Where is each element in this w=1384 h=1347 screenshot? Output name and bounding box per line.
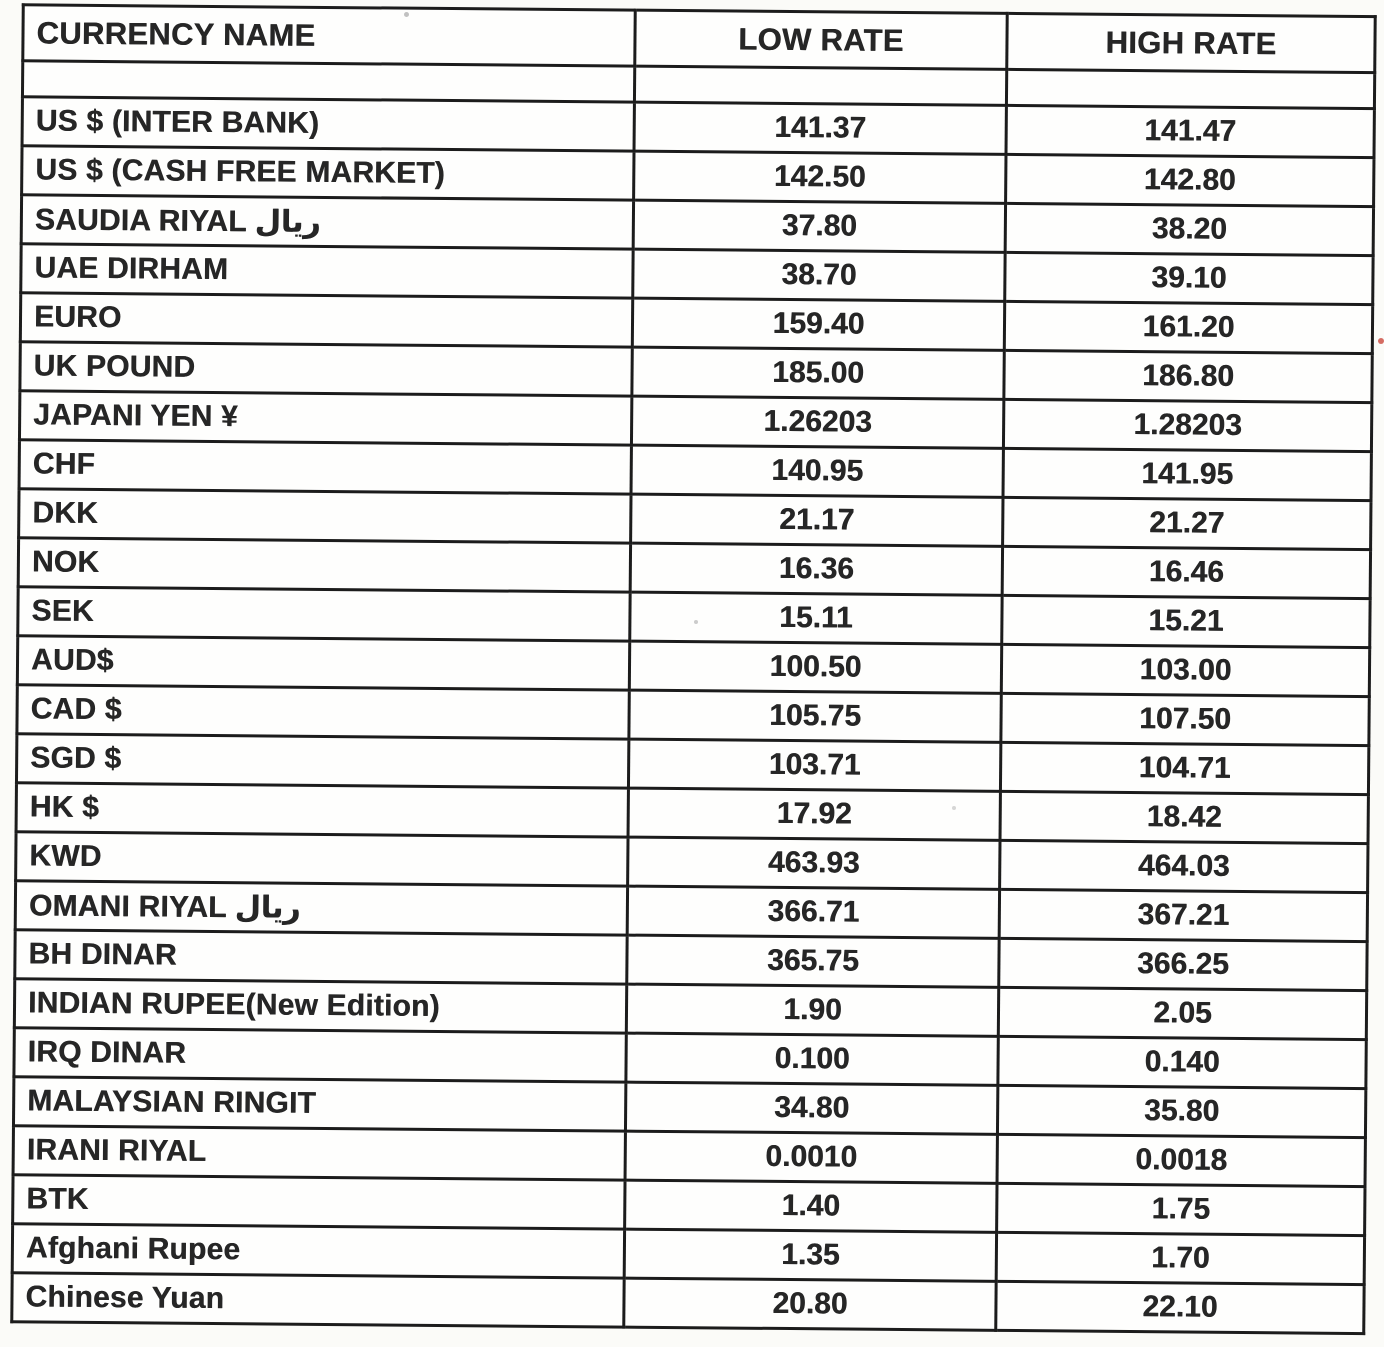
currency-name-cell: DKK bbox=[19, 489, 631, 543]
high-rate-cell: 104.71 bbox=[1000, 742, 1368, 794]
low-rate-cell: 20.80 bbox=[624, 1278, 996, 1330]
currency-name-cell: NOK bbox=[18, 538, 630, 592]
high-rate-cell: 0.140 bbox=[998, 1036, 1366, 1088]
currency-name-cell: BTK bbox=[13, 1175, 625, 1229]
low-rate-cell: 141.37 bbox=[634, 102, 1006, 154]
currency-name-cell: CAD $ bbox=[17, 685, 629, 739]
low-rate-cell: 1.35 bbox=[624, 1229, 996, 1281]
low-rate-cell: 159.40 bbox=[632, 298, 1004, 350]
high-rate-cell: 366.25 bbox=[999, 938, 1367, 990]
low-rate-cell: 16.36 bbox=[630, 543, 1002, 595]
currency-name-cell: IRANI RIYAL bbox=[13, 1126, 625, 1180]
currency-rates-table bbox=[10, 3, 1376, 1335]
low-rate-cell: 21.17 bbox=[631, 494, 1003, 546]
low-rate-cell: 1.40 bbox=[625, 1180, 997, 1232]
low-rate-cell: 366.71 bbox=[627, 886, 999, 938]
spacer-cell bbox=[1006, 69, 1374, 108]
high-rate-cell: 367.21 bbox=[999, 889, 1367, 941]
high-rate-cell: 1.28203 bbox=[1003, 399, 1371, 451]
currency-name-cell: JAPANI YEN ¥ bbox=[19, 391, 631, 445]
col-header-high-rate: HIGH RATE bbox=[1007, 13, 1375, 72]
currency-name-cell: UK POUND bbox=[20, 342, 632, 396]
high-rate-cell: 2.05 bbox=[998, 987, 1366, 1039]
high-rate-cell: 1.70 bbox=[996, 1232, 1364, 1284]
low-rate-cell: 463.93 bbox=[628, 837, 1000, 889]
high-rate-cell: 464.03 bbox=[1000, 840, 1368, 892]
low-rate-cell: 365.75 bbox=[627, 935, 999, 987]
currency-name-cell: HK $ bbox=[16, 783, 628, 837]
low-rate-cell: 17.92 bbox=[628, 788, 1000, 840]
high-rate-cell: 39.10 bbox=[1005, 252, 1373, 304]
col-header-low-rate: LOW RATE bbox=[635, 10, 1007, 69]
currency-name-cell: Afghani Rupee bbox=[12, 1224, 624, 1278]
currency-name-cell: SAUDIA RIYAL ريال bbox=[21, 195, 633, 249]
high-rate-cell: 103.00 bbox=[1001, 644, 1369, 696]
currency-name-cell: Chinese Yuan bbox=[12, 1273, 624, 1327]
currency-name-cell: INDIAN RUPEE(New Edition) bbox=[14, 979, 626, 1033]
high-rate-cell: 18.42 bbox=[1000, 791, 1368, 843]
low-rate-cell: 38.70 bbox=[633, 249, 1005, 301]
low-rate-cell: 140.95 bbox=[631, 445, 1003, 497]
high-rate-cell: 0.0018 bbox=[997, 1134, 1365, 1186]
low-rate-cell: 37.80 bbox=[633, 200, 1005, 252]
currency-name-cell: CHF bbox=[19, 440, 631, 494]
high-rate-cell: 21.27 bbox=[1003, 497, 1371, 549]
high-rate-cell: 141.95 bbox=[1003, 448, 1371, 500]
high-rate-cell: 186.80 bbox=[1004, 350, 1372, 402]
currency-name-cell: UAE DIRHAM bbox=[21, 244, 633, 298]
low-rate-cell: 105.75 bbox=[629, 690, 1001, 742]
currency-name-cell: US $ (INTER BANK) bbox=[22, 97, 634, 151]
currency-name-cell: IRQ DINAR bbox=[14, 1028, 626, 1082]
spacer-cell bbox=[634, 66, 1006, 105]
currency-name-cell: MALAYSIAN RINGIT bbox=[13, 1077, 625, 1131]
table-row bbox=[12, 1273, 1364, 1334]
currency-name-cell: AUD$ bbox=[17, 636, 629, 690]
spacer-cell bbox=[22, 61, 634, 102]
high-rate-cell: 38.20 bbox=[1005, 203, 1373, 255]
high-rate-cell: 35.80 bbox=[997, 1085, 1365, 1137]
low-rate-cell: 142.50 bbox=[634, 151, 1006, 203]
currency-name-cell: SEK bbox=[18, 587, 630, 641]
currency-name-cell: EURO bbox=[20, 293, 632, 347]
low-rate-cell: 103.71 bbox=[628, 739, 1000, 791]
currency-name-cell: US $ (CASH FREE MARKET) bbox=[22, 146, 634, 200]
currency-name-cell: KWD bbox=[16, 832, 628, 886]
low-rate-cell: 0.100 bbox=[626, 1033, 998, 1085]
high-rate-cell: 107.50 bbox=[1001, 693, 1369, 745]
low-rate-cell: 100.50 bbox=[629, 641, 1001, 693]
low-rate-cell: 34.80 bbox=[625, 1082, 997, 1134]
scan-speck bbox=[1378, 338, 1384, 344]
currency-name-cell: BH DINAR bbox=[15, 930, 627, 984]
low-rate-cell: 15.11 bbox=[630, 592, 1002, 644]
currency-name-cell: SGD $ bbox=[16, 734, 628, 788]
col-header-currency-name: CURRENCY NAME bbox=[23, 5, 635, 66]
high-rate-cell: 15.21 bbox=[1002, 595, 1370, 647]
currency-name-cell: OMANI RIYAL ريال bbox=[15, 881, 627, 935]
high-rate-cell: 141.47 bbox=[1006, 105, 1374, 157]
low-rate-cell: 1.26203 bbox=[631, 396, 1003, 448]
low-rate-cell: 1.90 bbox=[626, 984, 998, 1036]
high-rate-cell: 142.80 bbox=[1006, 154, 1374, 206]
high-rate-cell: 22.10 bbox=[996, 1281, 1364, 1333]
low-rate-cell: 185.00 bbox=[632, 347, 1004, 399]
scanned-page bbox=[10, 3, 1376, 1335]
low-rate-cell: 0.0010 bbox=[625, 1131, 997, 1183]
high-rate-cell: 161.20 bbox=[1004, 301, 1372, 353]
high-rate-cell: 16.46 bbox=[1002, 546, 1370, 598]
high-rate-cell: 1.75 bbox=[997, 1183, 1365, 1235]
